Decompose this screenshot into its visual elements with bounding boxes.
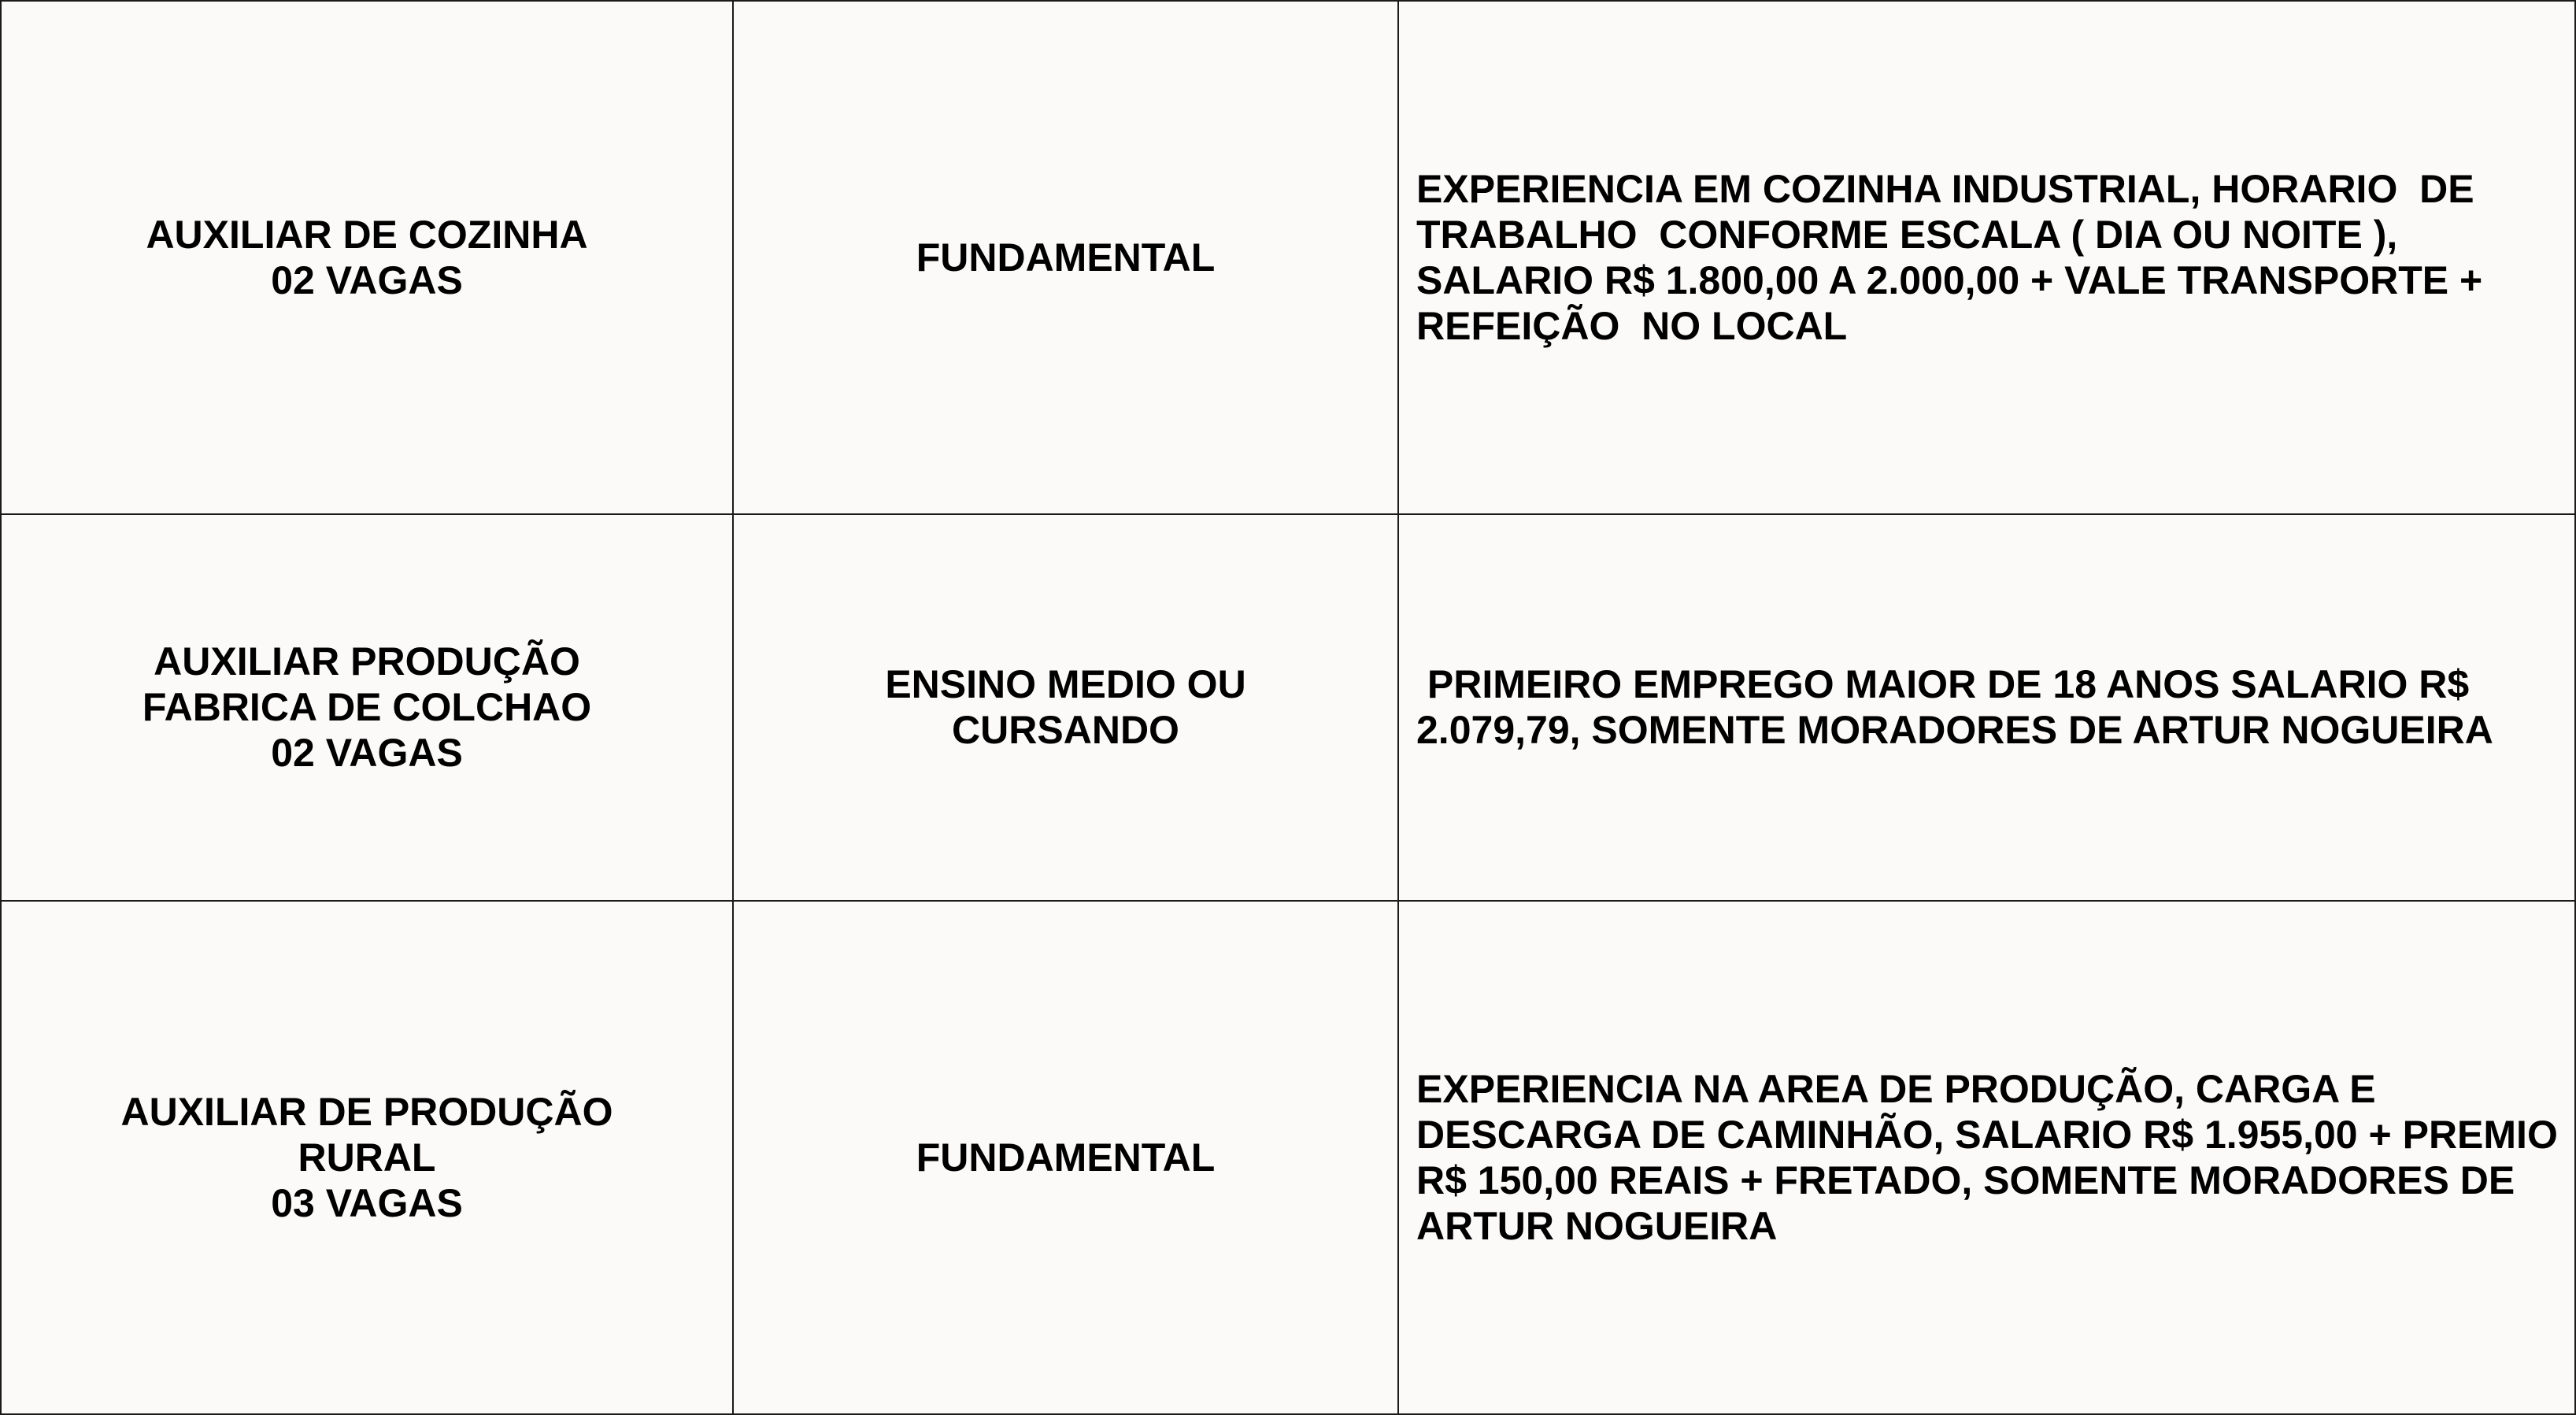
job-title: AUXILIAR DE PRODUÇÃO [120, 1089, 613, 1134]
table-row [1, 514, 2575, 901]
job-title: AUXILIAR DE COZINHA [146, 213, 588, 257]
job-vacancies: 02 VAGAS [271, 258, 463, 303]
education-requirement: FUNDAMENTAL [916, 235, 1216, 280]
education-cell [733, 1, 1398, 514]
job-title-cell [1, 1, 733, 514]
job-vacancies: 03 VAGAS [271, 1180, 463, 1225]
job-title: AUXILIAR PRODUÇÃO [154, 639, 580, 684]
description-cell [1398, 1, 2575, 514]
education-cell [733, 901, 1398, 1414]
education-requirement-detail: CURSANDO [952, 708, 1179, 753]
education-requirement: ENSINO MEDIO OU [885, 662, 1246, 707]
job-description: EXPERIENCIA NA AREA DE PRODUÇÃO, CARGA E DESCARGA DE CAMINHÃO, SALARIO R$ 1.955,00 + PREMIO R$ 150,00 REAIS + FRETADO, SOMENTE MORADORES DE ARTUR NOGUEIRA [1416, 1066, 2569, 1248]
description-cell [1398, 901, 2575, 1414]
job-description: PRIMEIRO EMPREGO MAIOR DE 18 ANOS SALARIO R$ 2.079,79, SOMENTE MORADORES DE ARTUR NOGUEIRA [1416, 662, 2493, 753]
table-row [1, 901, 2575, 1414]
job-description: EXPERIENCIA EM COZINHA INDUSTRIAL, HORARIO DE TRABALHO CONFORME ESCALA ( DIA OU NOITE ), SALARIO R$ 1.800,00 A 2.000,00 + VALE TRANSPORTE + REFEIÇÃO NO LOCAL [1416, 167, 2494, 349]
table-row [1, 1, 2575, 514]
job-vacancies: 02 VAGAS [271, 731, 463, 776]
education-requirement: FUNDAMENTAL [916, 1135, 1216, 1180]
job-title-cell [1, 901, 733, 1414]
job-title-cell [1, 514, 733, 901]
education-cell [733, 514, 1398, 901]
description-cell [1398, 514, 2575, 901]
job-title-detail: FABRICA DE COLCHAO [142, 685, 592, 730]
job-title-detail: RURAL [298, 1135, 436, 1180]
